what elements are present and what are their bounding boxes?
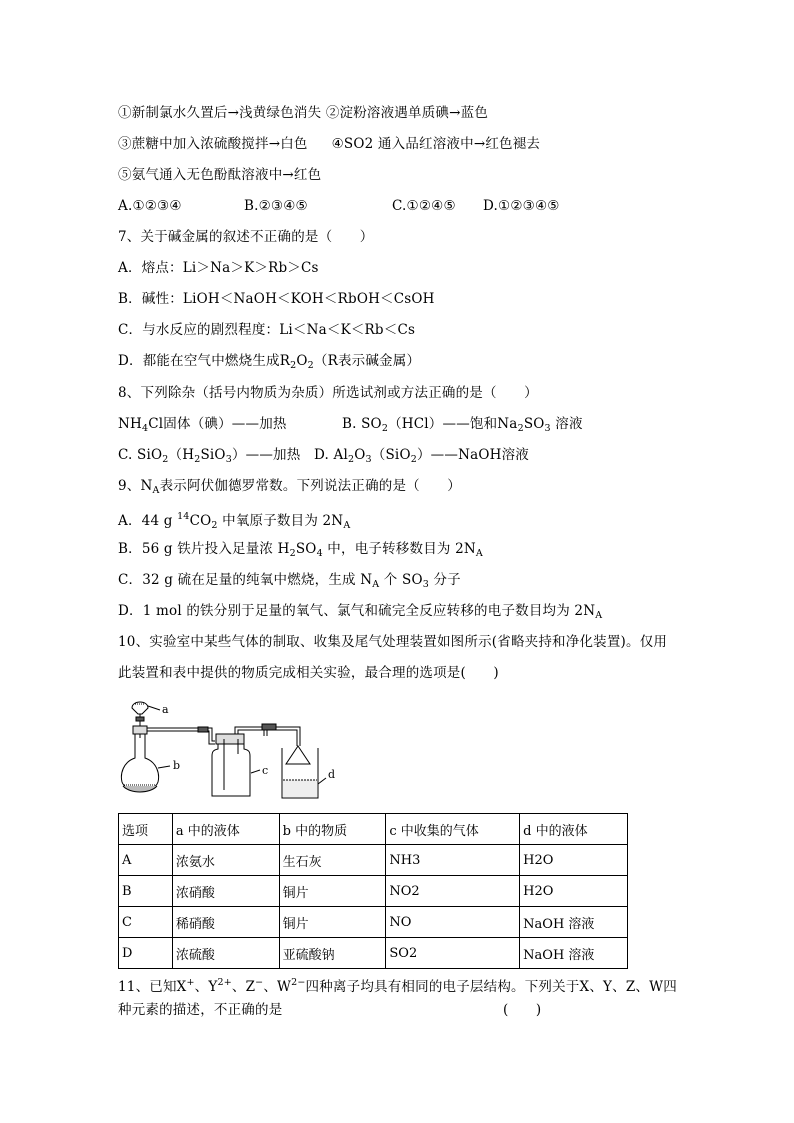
q6-option-b: B.②③④⑤	[244, 198, 308, 214]
table-cell: 铜片	[279, 876, 386, 907]
table-cell: 浓硫酸	[172, 938, 279, 969]
table-header-cell: c 中收集的气体	[386, 814, 520, 845]
q6-line-2	[118, 134, 540, 154]
table-row	[119, 876, 628, 907]
q8-option-b: B. $SO_2(HCl)——$饱和$Na_2SO_3$ 溶液	[342, 416, 583, 434]
table-cell: NH3	[386, 845, 520, 876]
q7-option-c: C．与水反应的剧烈程度：Li＜Na＜K＜Rb＜Cs	[118, 322, 416, 338]
q6-item-3: ③蔗糖中加入浓硫酸搅拌→白色	[118, 136, 308, 152]
answer-paren: ( )	[503, 1002, 542, 1018]
q7-option-d: D．都能在空气中燃烧生成$R_2O_2(R$表示碱金属）	[118, 353, 421, 371]
connecting-tube	[147, 727, 215, 744]
q7-option-a: A．熔点：Li＞Na＞K＞Rb＞Cs	[118, 260, 319, 276]
table-cell: B	[119, 876, 173, 907]
q9-option-a: A．44 g $^{14}CO_2$ 中氧原子数目为 $2N_A$	[118, 511, 351, 531]
table-header-cell: 选项	[119, 814, 173, 845]
q10-stem-line-2: 此装置和表中提供的物质完成相关实验，最合理的选项是( )	[118, 665, 499, 681]
q7-option-b: B．碱性：LiOH＜NaOH＜KOH＜RbOH＜CsOH	[118, 291, 435, 307]
label-a: a	[162, 703, 169, 716]
absorption-beaker	[262, 724, 326, 798]
q8-option-c: C. $SiO_2(H_2SiO_3)——$加热	[118, 447, 301, 465]
q6-option-d: D.①②③④⑤	[483, 198, 560, 214]
q9-option-c: C．32 g 硫在足量的纯氧中燃烧，生成 $N_A$ 个 $SO_3$ 分子	[118, 572, 461, 590]
q6-item-2: ②淀粉溶液遇单质碘→蓝色	[325, 105, 489, 121]
q6-option-c: C.①②④⑤	[392, 198, 456, 214]
q6-option-a: A.①②③④	[118, 198, 182, 214]
table-cell: 稀硝酸	[172, 907, 279, 938]
q11-line-1: 11、已知X+、$Y^{2+}$、Z−、$W^{2-}$四种离子均具有相同的电子层结构。下列关于X、Y、Z、W四	[118, 977, 677, 995]
table-row	[119, 938, 628, 969]
table-cell: NO	[386, 907, 520, 938]
table-header-cell: a 中的液体	[172, 814, 279, 845]
q8-option-d: D. $Al_2O_3(SiO_2)——NaOH$溶液	[314, 447, 529, 465]
q6-item-4: ④SO2 通入品红溶液中→红色褪去	[331, 136, 541, 152]
q7-stem: 7、关于碱金属的叙述不正确的是（ ）	[118, 229, 374, 245]
table-cell: A	[119, 845, 173, 876]
q6-line-3	[118, 165, 321, 185]
q11-line-2: 种元素的描述，不正确的是 ( )	[118, 1002, 542, 1018]
table-header-cell: d 中的液体	[520, 814, 628, 845]
table-row	[119, 907, 628, 938]
q10-stem-line-1: 10、实验室中某些气体的制取、收集及尾气处理装置如图所示(省略夹持和净化装置)。仅用	[118, 634, 668, 650]
table-cell: D	[119, 938, 173, 969]
label-b: b	[173, 759, 181, 772]
table-header-cell: b 中的物质	[279, 814, 386, 845]
q9-option-b: B．56 g 铁片投入足量浓 $H_2SO_4$ 中，电子转移数目为 $2N_A$	[118, 541, 483, 559]
table-cell: NaOH 溶液	[520, 907, 628, 938]
table-cell: 铜片	[279, 907, 386, 938]
table-cell: H2O	[520, 876, 628, 907]
table-cell: 亚硫酸钠	[279, 938, 386, 969]
q6-item-1: ①新制氯水久置后→浅黄绿色消失	[118, 105, 322, 121]
table-cell: C	[119, 907, 173, 938]
table-cell: 浓硝酸	[172, 876, 279, 907]
q6-line-1	[118, 103, 488, 123]
q6-item-5: ⑤氨气通入无色酚酞溶液中→红色	[118, 167, 322, 183]
table-cell: NO2	[386, 876, 520, 907]
collection-bottle	[212, 727, 267, 796]
table-cell: 生石灰	[279, 845, 386, 876]
options-table	[118, 813, 628, 969]
gas-apparatus-diagram	[118, 694, 350, 804]
table-cell: NaOH 溶液	[520, 938, 628, 969]
table-row	[119, 845, 628, 876]
label-d: d	[328, 768, 336, 781]
table-cell: H2O	[520, 845, 628, 876]
table-cell: SO2	[386, 938, 520, 969]
q8-option-a: $NH_4Cl$固体（碘）——加热	[118, 416, 287, 434]
q8-options-cd	[118, 445, 529, 470]
table-cell: 浓氨水	[172, 845, 279, 876]
q9-stem: 9、$N_A$表示阿伏伽德罗常数。下列说法正确的是（ ）	[118, 478, 461, 496]
q6-options	[118, 196, 560, 216]
q8-stem: 8、下列除杂（括号内物质为杂质）所选试剂或方法正确的是（ ）	[118, 385, 538, 401]
table-header-row	[119, 814, 628, 845]
label-c: c	[262, 764, 269, 777]
q8-options-ab	[118, 414, 583, 439]
q9-option-d: D．1 mol 的铁分别于足量的氧气、氯气和硫完全反应转移的电子数目均为 $2N_A$	[118, 603, 603, 621]
